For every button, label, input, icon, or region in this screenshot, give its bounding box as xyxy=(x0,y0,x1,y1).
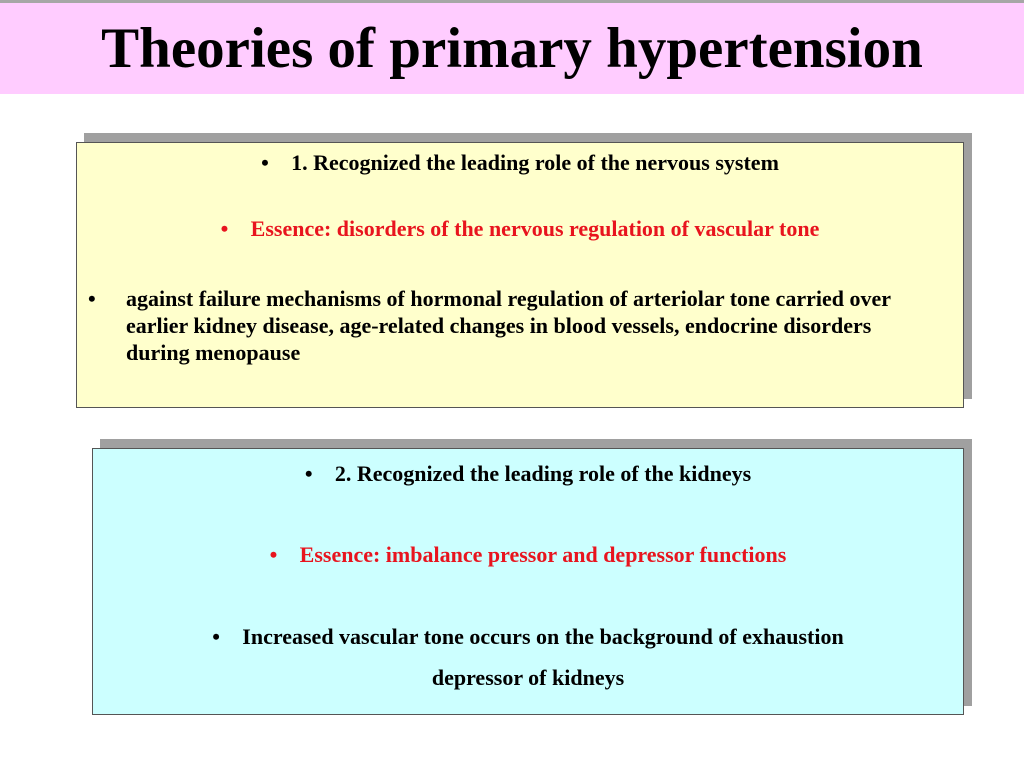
bullet: • xyxy=(212,624,220,649)
box2-detail-text1: Increased vascular tone occurs on the background of exhaustion xyxy=(242,624,844,649)
box1-detail-item xyxy=(88,285,916,366)
box1-heading: 1. Recognized the leading role of the nervous system xyxy=(291,150,779,175)
box1-essence-line xyxy=(77,215,963,243)
box1-detail: against failure mechanisms of hormonal regulation of arteriolar tone carried over earlier kidney disease, age-related changes in blood vessels, endocrine disorders during menopause xyxy=(126,286,891,365)
bullet: • xyxy=(304,461,313,486)
box1-essence: Essence: disorders of the nervous regulation of vascular tone xyxy=(250,216,820,241)
box1-heading-line xyxy=(77,149,963,177)
nervous-system-box xyxy=(76,142,964,408)
box2-heading: 2. Recognized the leading role of the kidneys xyxy=(334,461,752,486)
box2-detail-line1 xyxy=(93,623,963,651)
kidneys-box xyxy=(92,448,964,715)
box2-essence-line xyxy=(93,541,963,569)
slide-title: Theories of primary hypertension xyxy=(101,17,923,80)
box2-detail-text2: depressor of kidneys xyxy=(431,665,625,690)
title-bar xyxy=(0,3,1024,94)
box2-essence: Essence: imbalance pressor and depressor functions xyxy=(299,542,787,567)
bullet: • xyxy=(269,542,278,567)
bullet: • xyxy=(88,286,96,311)
box2-heading-line xyxy=(93,460,963,488)
bullet: • xyxy=(261,150,269,175)
box2-detail-line2 xyxy=(93,664,963,692)
bullet: • xyxy=(220,216,229,241)
